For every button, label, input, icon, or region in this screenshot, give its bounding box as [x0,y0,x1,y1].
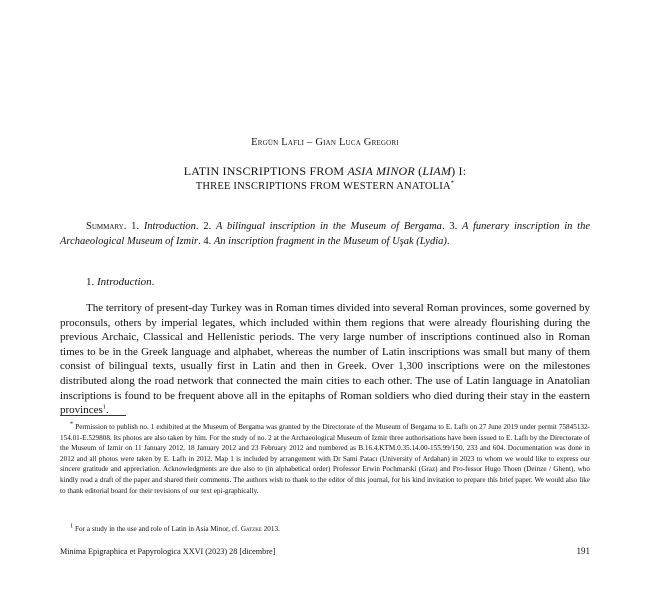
summary-num: . 3. [441,221,462,232]
summary-item-bergama: A bilingual inscription in the Museum of Bergama [215,221,442,232]
title-text: LATIN INSCRIPTIONS FROM [183,164,348,178]
summary-num: . 4. [198,235,214,247]
footnote-text: Permission to publish no. 1 exhibited at the Museum of Bergama was granted by the Directorate of the Museum of Bergama to E. Laflı on 27 June 2019 under permit 75845132-154.01-E.529808. Its photos are also taken by him. For the study of no. 2 at the Archaeological Museum of Izmir three authorisations have been issued to E. Laflı by the Directorate of the Museum of Izmir on 11 January 2012, 18 January 2012 and 23 February 2012 and numbered as B.16.4.KTM.0.35.14.00-155.99/150, 233 and 604. Documentation was done in 2012 and all photos were taken by E. Laflı in 2012. Map 1 is included by arrangement with Dr Sami Patacı (University of Ardahan) in 2023 to whom we would like to express our sincere gratitude and appreciation. Acknowledgments are due also to (in alphabetical order) Professor Erwin Pochmarski (Graz) and Pro-fessor Hugo Thoen (Deinze / Ghent), who kindly read a draft of the paper and shared their comments. The authors wish to thank to the editor of this journal, for his kind invitation to prepare this brief paper. We would also like to thank editorial board for their revisions of our text epi-graphically. [60,423,590,495]
footnote-divider [60,415,126,416]
footnote-mark: * [70,420,74,428]
title-paren: ( [414,164,423,178]
body-paragraph [60,301,590,418]
body-end: . [106,404,109,417]
title-suffix: ) I: [451,164,467,178]
summary-num: 1. [126,221,144,232]
footnote-text-end: 2013. [261,525,280,533]
paper-title-line2 [60,181,590,192]
title-footnote-mark: * [450,179,455,187]
footnote-star [60,422,590,496]
summary-item-izmir: A funerary inscription in the Archaeological Museum of Izmir [60,221,590,247]
page-number: 191 [576,546,590,556]
paper-title-line1 [60,164,590,179]
summary [60,220,590,249]
body-text: The territory of present-day Turkey was in Roman times divided into several Roman provinces, some governed by proconsuls, others by imperial legates, which included within them regions that were already flourishing during the previous Archaic, Classical and Hellenistic periods. The very large number of inscriptions continued also in Roman times to be in the Greek language and alphabet, whereas the number of Latin inscriptions was small but many of them consist of bilingual texts, usually first in Latin and then in Greek. Over 1,300 inscriptions were on the milestones distributed along the road network that connected the main cities to each other. The use of Latin language in Anatolian inscriptions is found to be frequent above all in the epitaphs of Roman soldiers who died during their stay in the eastern provinces [60,302,590,417]
summary-item-introduction: Introduction [143,221,196,232]
section-number: 1. [86,276,97,288]
title-italic-liam: LIAM [422,164,452,178]
title-italic-asia-minor: ASIA MINOR [347,164,415,178]
section-title: Introduction [97,276,152,288]
summary-label: Summary. [86,221,127,232]
authors: Ergün Laflı – Gian Luca Gregori [251,137,399,148]
footnote-text: For a study in the use and role of Latin in Asia Minor, cf. [73,525,241,533]
journal-footer: Minima Epigraphica et Papyrologica XXVI (2023) 28 [dicembre] [60,547,276,556]
summary-num: . 2. [195,221,216,232]
summary-item-usak: An inscription fragment in the Museum of Uşak (Lydia) [213,235,447,247]
footnote-ref-1: 1 [102,403,107,411]
footnote-mark: 1 [70,522,74,530]
section-heading [86,276,154,288]
footnote-1 [60,524,590,535]
summary-end: . [446,235,450,247]
footnote-author: Gatzke [240,525,262,533]
section-dot: . [151,276,155,288]
subtitle-text: THREE INSCRIPTIONS FROM WESTERN ANATOLIA [195,181,451,192]
